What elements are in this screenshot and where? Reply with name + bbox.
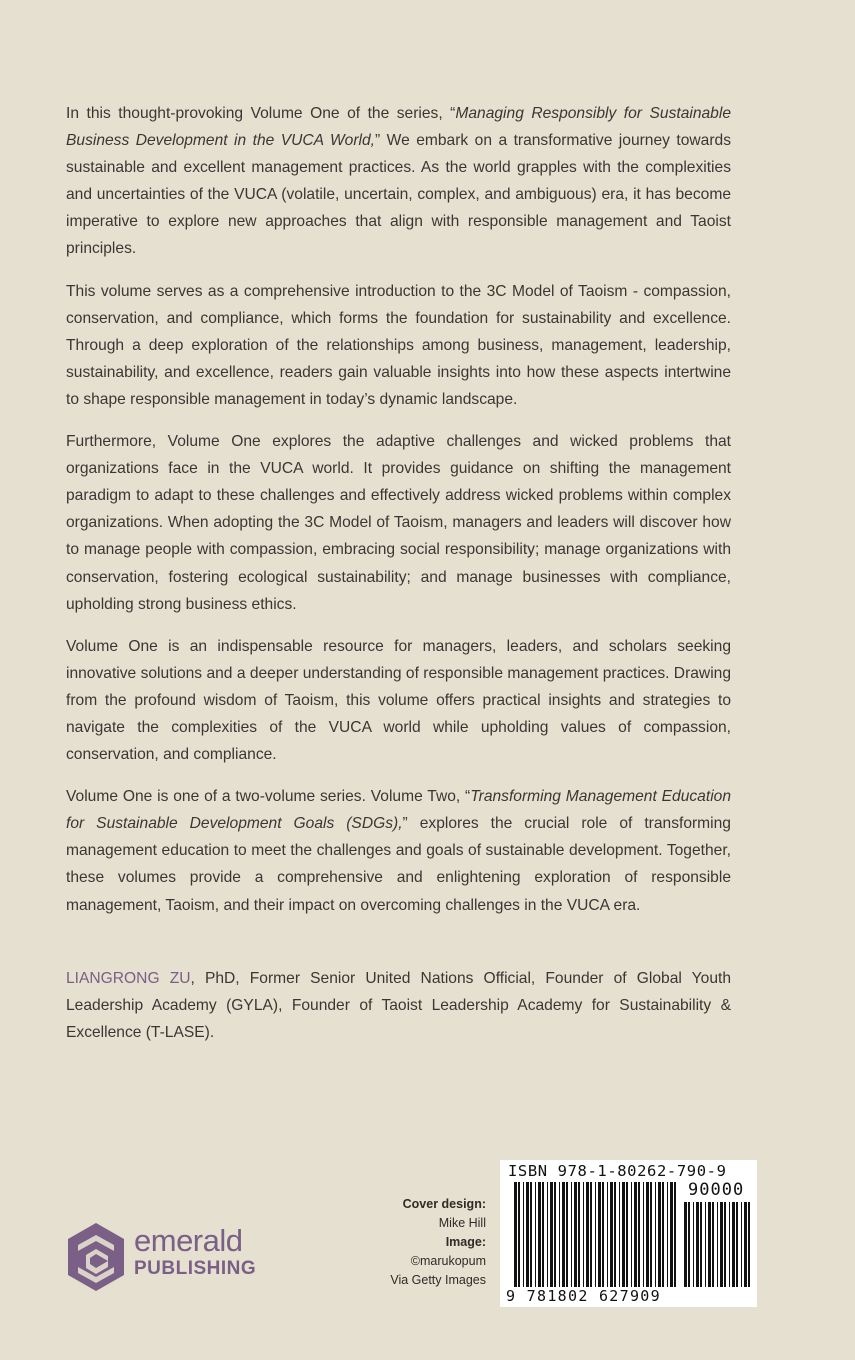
publisher-logo (64, 1219, 274, 1294)
barcode-bar (729, 1202, 730, 1287)
barcode-bar (631, 1182, 632, 1287)
barcode-bar (566, 1182, 568, 1287)
barcode-bar (554, 1182, 556, 1287)
barcode-bar (602, 1182, 604, 1287)
barcode-bar (744, 1202, 747, 1287)
cover-design-value: Mike Hill (438, 1216, 486, 1230)
barcode-bar (538, 1182, 541, 1287)
barcode-bar (574, 1182, 577, 1287)
author-name: LIANGRONG ZU (66, 970, 191, 987)
barcode-bar (748, 1202, 750, 1287)
barcode-bar (720, 1202, 723, 1287)
barcode-bar (550, 1182, 553, 1287)
barcode-bar (571, 1182, 572, 1287)
barcode-bar (598, 1182, 601, 1287)
image-credit-source: Via Getty Images (390, 1273, 486, 1287)
paragraph-text: ” We embark on a transformative journey towards sustainable and excellent management practices. As the world grapples with the complexities and uncertainties of the VUCA (volatile, uncertain, complex, and ambiguous) era, it has become imperative to explore new approaches that align with responsible management and Taoist principles. (66, 132, 731, 258)
barcode-bar (542, 1182, 544, 1287)
barcode-bar (547, 1182, 548, 1287)
barcode-bar (583, 1182, 584, 1287)
barcode-bar (526, 1182, 529, 1287)
barcode-bar (559, 1182, 560, 1287)
isbn-barcode (500, 1160, 757, 1307)
barcode-bar (530, 1182, 532, 1287)
paragraph-text: In this thought-provoking Volume One of the series, “ (66, 105, 456, 122)
barcode-bar (712, 1202, 714, 1287)
blurb-paragraph (66, 100, 731, 263)
author-credentials: , PhD, Former Senior United Nations Official, Founder of Global Youth Leadership Academy (GYLA), Founder of Taoist Leadership Academy for Sustainability & Excellence (T-LASE). (66, 970, 731, 1042)
cover-credits (390, 1195, 486, 1290)
barcode-bar (732, 1202, 735, 1287)
barcode-bar (658, 1182, 661, 1287)
barcode-bar (700, 1202, 702, 1287)
barcode-bar (586, 1182, 589, 1287)
barcode-bar (650, 1182, 652, 1287)
author-bio (66, 965, 731, 1046)
blurb-paragraph (66, 633, 731, 768)
barcode-bar (646, 1182, 649, 1287)
paragraph-text: Volume One is one of a two-volume series. Volume Two, “ (66, 788, 471, 806)
barcode-bar (514, 1182, 517, 1287)
paragraph-text: Furthermore, Volume One explores the adaptive challenges and wicked problems that organizations face in the VUCA world. It provides guidance on shifting the management paradigm to adapt to these challenges and effectively address wicked problems within complex organizations. When adopting the 3C Model of Taoism, managers and leaders will discover how to manage people with compassion, embracing social responsibility; manage organizations with conservation, fostering ecological sustainability; and manage businesses with compliance, upholding strong business ethics. (66, 433, 731, 613)
barcode-bar (535, 1182, 536, 1287)
barcode-bar (696, 1202, 699, 1287)
barcode-bar (667, 1182, 668, 1287)
barcode-bar (619, 1182, 620, 1287)
blurb-paragraph (66, 783, 731, 918)
barcode-bar (684, 1202, 687, 1287)
image-credit-label: Image: (445, 1235, 486, 1249)
barcode-bar (717, 1202, 718, 1287)
barcode-bar (708, 1202, 711, 1287)
barcode-bar (638, 1182, 640, 1287)
ean-digits: 9 781802 627909 (506, 1287, 661, 1305)
price-code: 90000 (688, 1180, 745, 1200)
barcode-bar (670, 1182, 673, 1287)
barcode-bar (518, 1182, 520, 1287)
barcode-bar (614, 1182, 616, 1287)
barcode-bar (595, 1182, 596, 1287)
paragraph-text: Volume One is an indispensable resource for managers, leaders, and scholars seeking innovative solutions and a deeper understanding of responsible management practices. Drawing from the profound wisdom of Taoism, this volume offers practical insights and strategies to navigate the complexities of the VUCA world while upholding values of compassion, conservation, and compliance. (66, 637, 731, 764)
isbn-number: ISBN 978-1-80262-790-9 (508, 1162, 727, 1180)
barcode-bar (590, 1182, 592, 1287)
barcode-bar (607, 1182, 608, 1287)
barcode-bar (693, 1202, 694, 1287)
barcode-bar (622, 1182, 625, 1287)
barcode-bar (634, 1182, 637, 1287)
barcode-bar (741, 1202, 742, 1287)
barcode-bar (655, 1182, 656, 1287)
barcode-bar (578, 1182, 580, 1287)
paragraph-text: This volume serves as a comprehensive introduction to the 3C Model of Taoism - compassion, conservation, and compliance, which forms the foundation for sustainability and excellence. Through a deep exploration of the relationships among business, management, leadership, sustainability, and excellence, readers gain valuable insights into how these aspects intertwine to shape responsible management in today’s dynamic landscape. (66, 282, 731, 408)
barcode-bar (523, 1182, 524, 1287)
emerald-hexagon-icon (64, 1221, 128, 1293)
publisher-name: emerald (134, 1223, 243, 1258)
book-title: Managing Responsibly for Sustainable Business Development in the VUCA World, (66, 105, 731, 150)
blurb-paragraph (66, 428, 731, 618)
barcode-bar (610, 1182, 613, 1287)
barcode-bar (562, 1182, 565, 1287)
barcode-bar (643, 1182, 644, 1287)
barcode-bar (724, 1202, 726, 1287)
publisher-subname: PUBLISHING (134, 1258, 257, 1279)
barcode-bar (688, 1202, 690, 1287)
back-cover-blurb (66, 100, 731, 934)
barcode-bar (705, 1202, 706, 1287)
book-title: Transforming Management Education for Sustainable Development Goals (SDGs), (66, 788, 732, 833)
paragraph-text: ” explores the crucial role of transforming management education to meet the challenges and goals of sustainable development. Together, these volumes provide a comprehensive and enlightening exploration of responsible management, Taoism, and their impact on overcoming challenges in the VUCA era. (66, 815, 731, 914)
blurb-paragraph (66, 278, 731, 413)
cover-design-label: Cover design: (402, 1197, 486, 1211)
image-credit-value: ©marukopum (410, 1254, 486, 1268)
barcode-bar (736, 1202, 738, 1287)
barcode-bar (662, 1182, 664, 1287)
barcode-bar (626, 1182, 628, 1287)
barcode-bar (674, 1182, 676, 1287)
barcode-bars (500, 1160, 757, 1307)
